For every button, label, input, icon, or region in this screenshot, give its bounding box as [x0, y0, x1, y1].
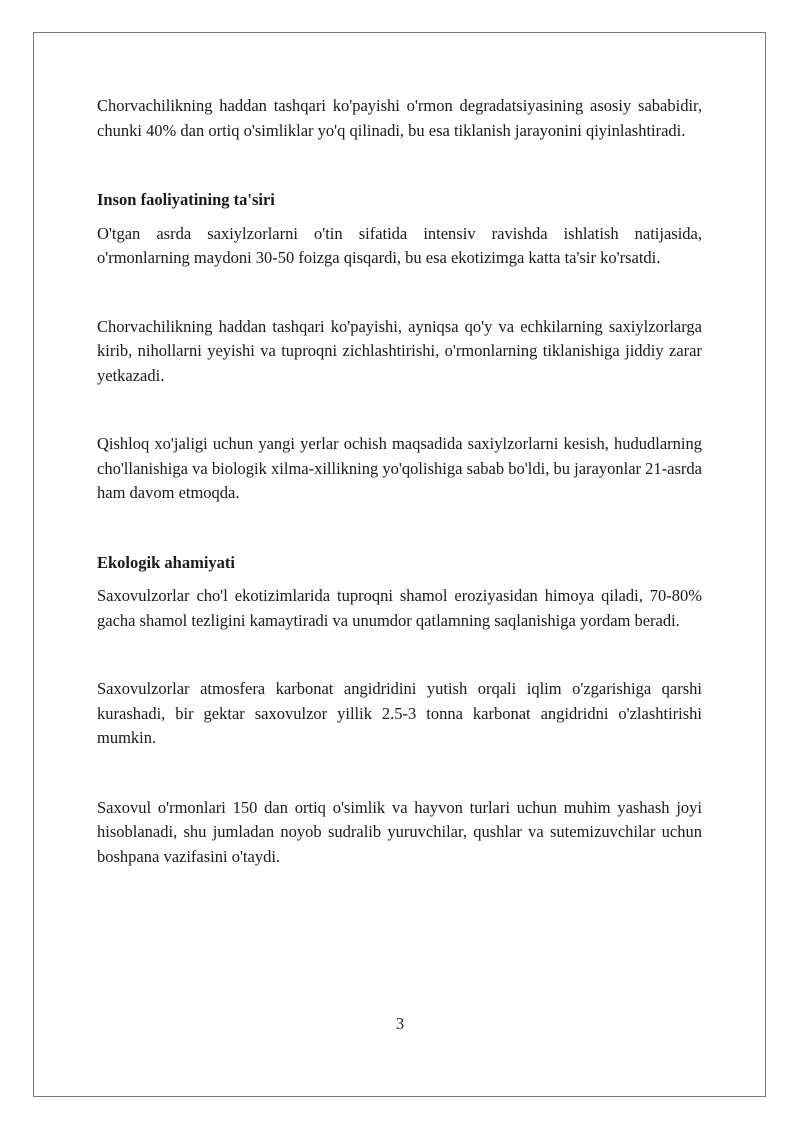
paragraph-livestock-damage: Chorvachilikning haddan tashqari ko'payishi, ayniqsa qo'y va echkilarning saxiylzorlarga kirib, nihollarni yeyishi va tuproqni zichlashtirishi, o'rmonlarning tiklanishiga jiddiy zarar yetkazadi.: [97, 316, 702, 385]
paragraph-agriculture-clearing: Qishloq xo'jaligi uchun yangi yerlar ochish maqsadida saxiylzorlarni kesish, hududlarning cho'llanishiga va biologik xilma-xillikning yo'qolishiga sabab bo'ldi, bu jarayonlar 21-asrda ham davom etmoqda.: [97, 434, 702, 502]
paragraph-wind-erosion: Saxovulzorlar cho'l ekotizimlarida tuproqni shamol eroziyasidan himoya qiladi, 70-80% gacha shamol tezligini kamaytiradi va unumdor qatlamning saqlanishiga yordam beradi.: [97, 586, 702, 630]
heading-ecological-importance: Ekologik ahamiyati: [97, 552, 235, 572]
paragraph-firewood-use: O'tgan asrda saxiylzorlarni o'tin sifatida intensiv ravishda ishlatish natijasida, o'rmonlarning maydoni 30-50 foizga qisqardi, bu esa ekotizimga katta ta'sir ko'rsatdi.: [97, 223, 702, 267]
document-body: [97, 94, 702, 869]
heading-human-impact: Inson faoliyatining ta'siri: [97, 190, 275, 209]
paragraph-habitat: Saxovul o'rmonlari 150 dan ortiq o'simlik va hayvon turlari uchun muhim yashash joyi hisoblanadi, shu jumladan noyob sudralib yuruvchilar, qushlar va sutemizuvchilar uchun boshpana vazifasini o'taydi.: [97, 797, 702, 866]
paragraph-carbon-absorption: Saxovulzorlar atmosfera karbonat angidridini yutish orqali iqlim o'zgarishiga qarshi kurashadi, bir gektar saxovulzor yillik 2.5-3 tonna karbonat angidridni o'zlashtirishi mumkin.: [97, 679, 702, 747]
paragraph-overgrazing-intro: Chorvachilikning haddan tashqari ko'payishi o'rmon degradatsiyasining asosiy sababidir, chunki 40% dan ortiq o'simliklar yo'q qilinadi, bu esa tiklanish jarayonini qiyinlashtiradi.: [97, 96, 702, 140]
page-number: 3: [395, 1014, 405, 1033]
